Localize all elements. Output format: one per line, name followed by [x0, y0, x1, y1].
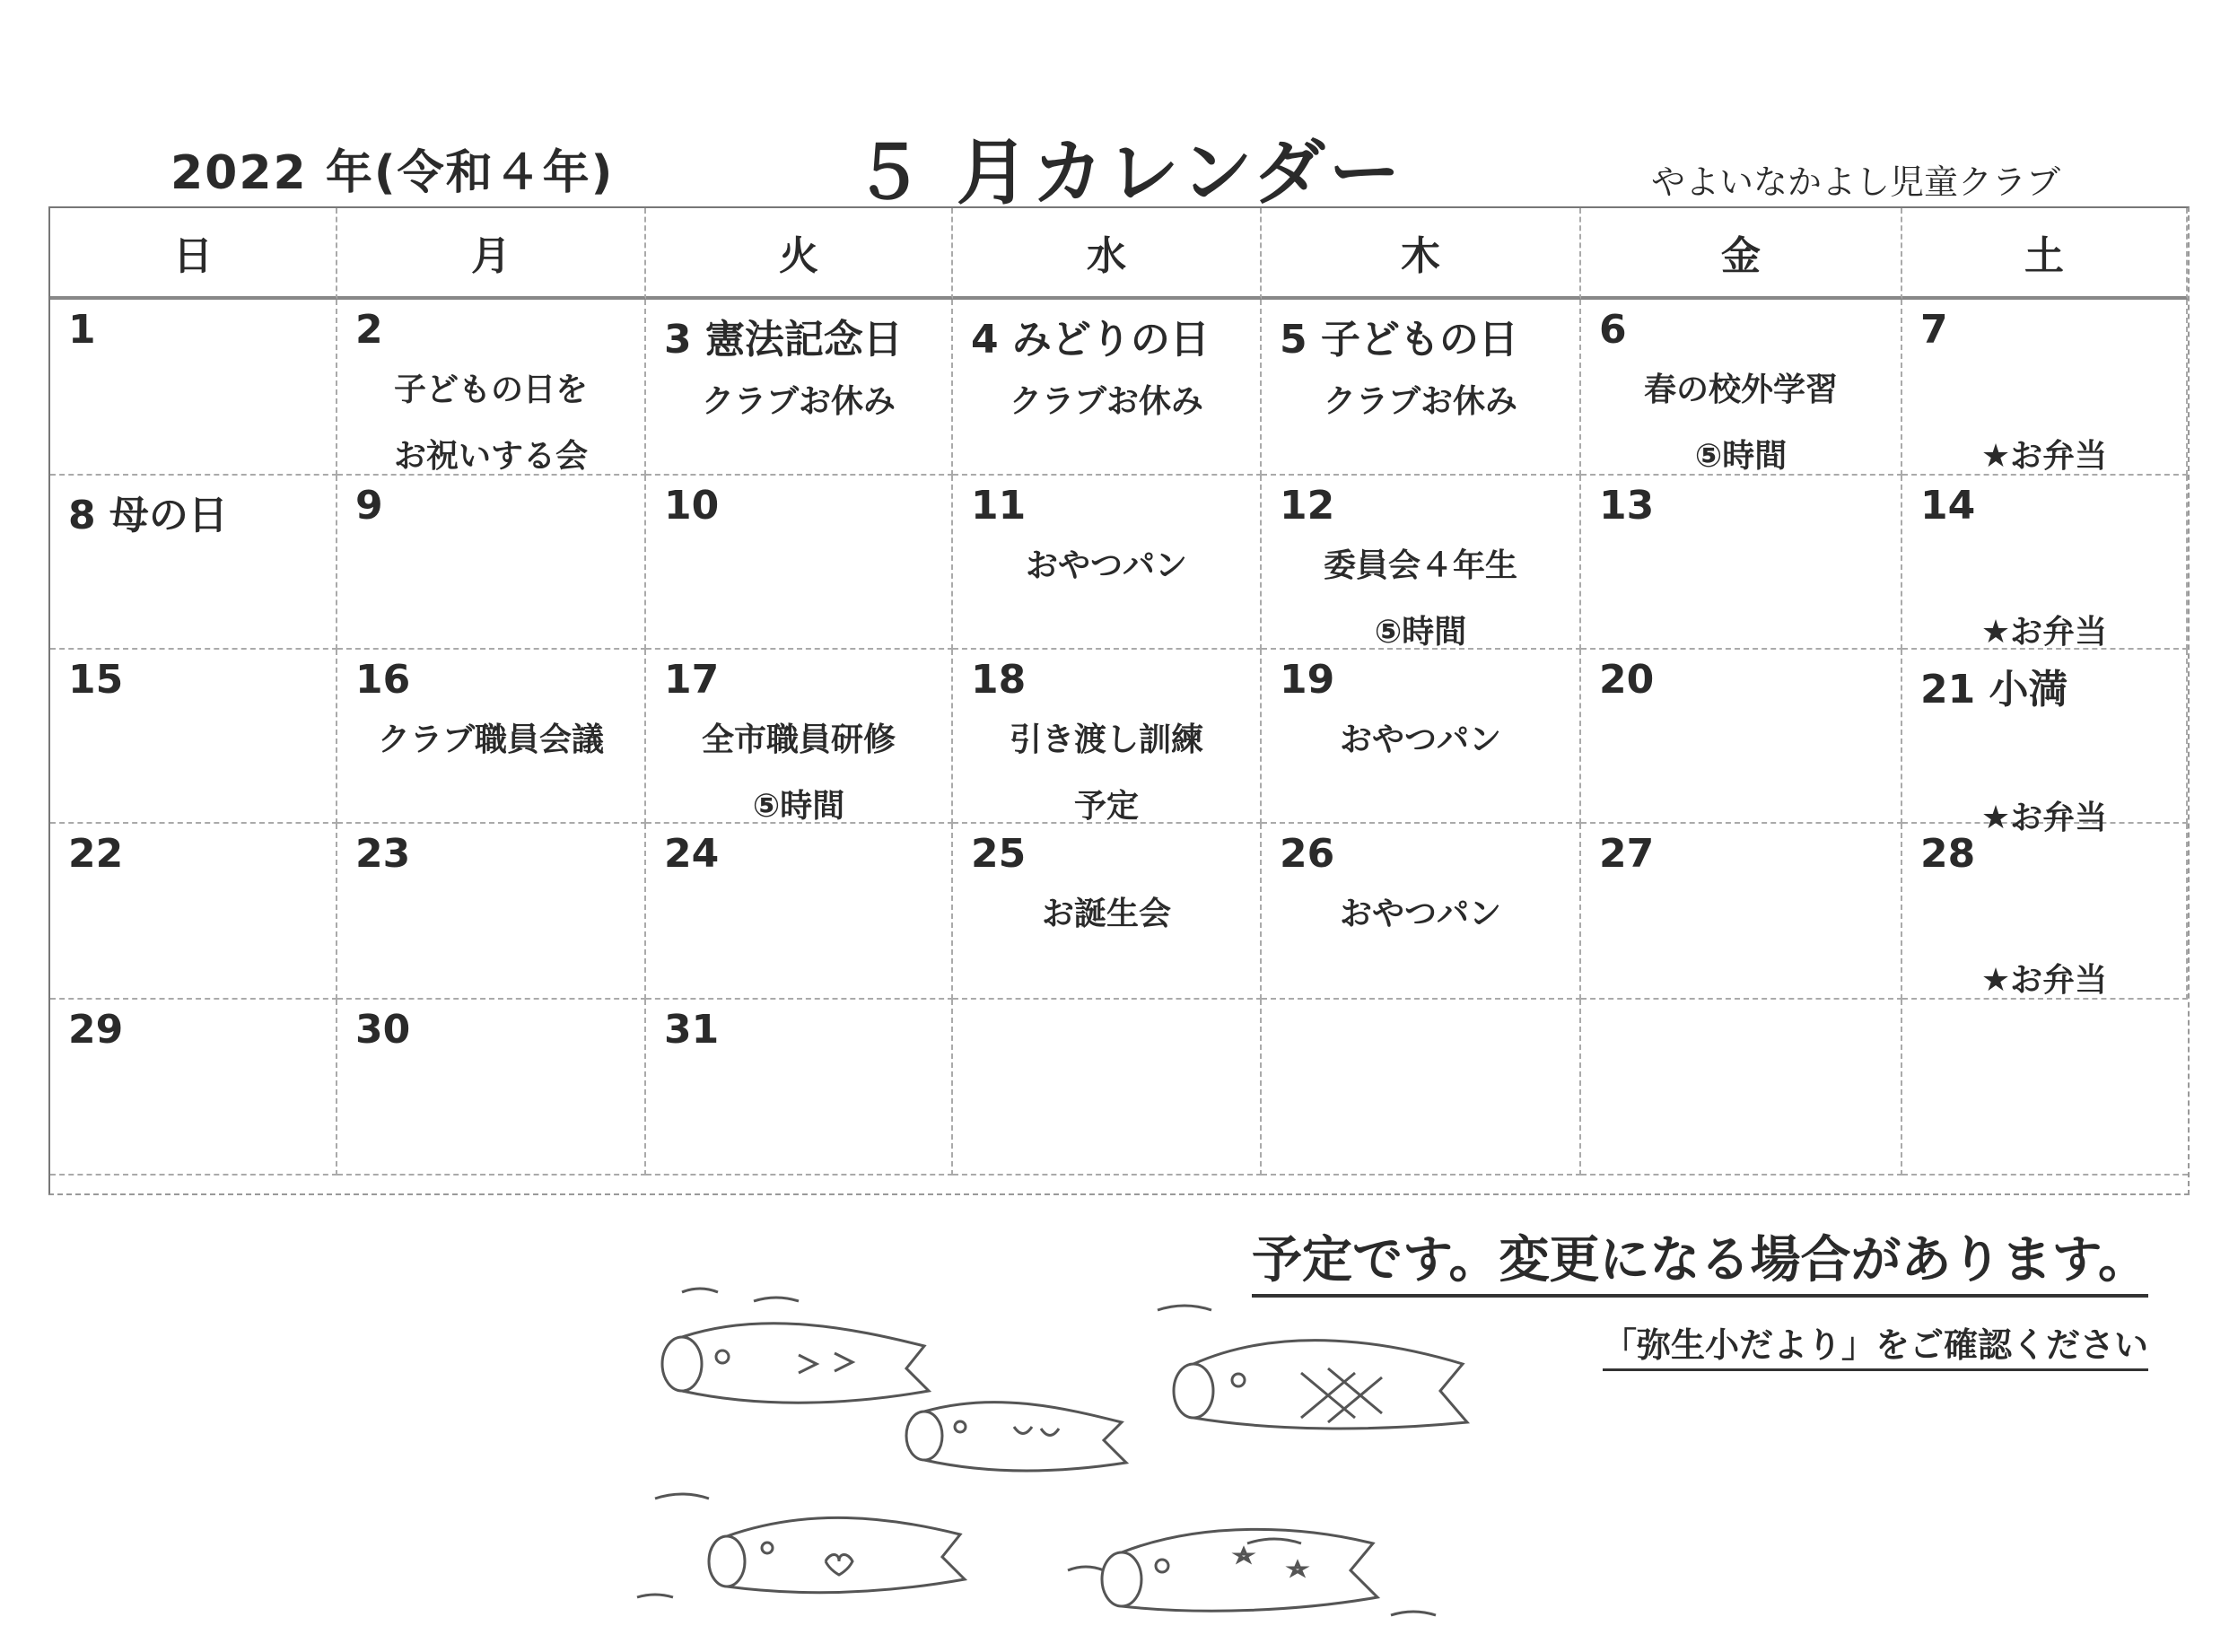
- day-number: 18: [971, 657, 1027, 703]
- day-event: おやつパン: [1339, 896, 1501, 932]
- page-title: ５ 月カレンダー: [852, 131, 1404, 214]
- day-cell: [646, 824, 953, 1000]
- day-number: 5 子どもの日: [1280, 317, 1518, 363]
- day-event: 予定: [1073, 788, 1139, 825]
- day-event: おやつパン: [1025, 547, 1187, 584]
- day-event: 委員会４年生: [1323, 547, 1517, 584]
- day-cell: [1902, 650, 2188, 836]
- day-cell: [1581, 824, 1902, 1000]
- day-number: 31: [664, 1007, 720, 1053]
- day-event: 子どもの日を: [393, 371, 588, 408]
- day-number: 20: [1599, 657, 1655, 703]
- koinobori-carp-streamers-icon: [619, 1274, 1481, 1651]
- weekday-header: 土: [1902, 208, 2188, 300]
- day-cell: [1581, 1000, 1902, 1176]
- day-cell: [646, 476, 953, 650]
- weekday-header: 月: [337, 208, 646, 300]
- day-cell: [953, 476, 1262, 650]
- day-cell: [50, 824, 337, 1000]
- day-cell: [646, 650, 953, 824]
- day-event: 引き渡し訓練: [1009, 721, 1203, 758]
- day-cell: [1902, 1000, 2188, 1176]
- weekday-header: 火: [646, 208, 953, 300]
- day-event: ★お弁当: [1980, 800, 2108, 836]
- day-cell: [337, 824, 646, 1000]
- day-event: クラブお休み: [1009, 383, 1203, 420]
- day-number: 7: [1920, 307, 1948, 353]
- club-name: やよいなかよし児童クラブ: [1651, 162, 2061, 202]
- day-event: お誕生会: [1041, 896, 1171, 932]
- day-number: 4 みどりの日: [971, 317, 1210, 363]
- day-number: 14: [1920, 483, 1976, 529]
- day-event: クラブお休み: [701, 383, 896, 420]
- day-number: 12: [1280, 483, 1335, 529]
- day-event: [2039, 538, 2050, 595]
- day-number: 6: [1599, 307, 1627, 353]
- weekday-header: 金: [1581, 208, 1902, 300]
- day-number: 25: [971, 831, 1027, 877]
- day-number: 16: [355, 657, 411, 703]
- day-number: 28: [1920, 831, 1976, 877]
- day-number: 21 小満: [1920, 667, 2068, 712]
- day-cell: [953, 650, 1262, 824]
- day-cell: [1581, 476, 1902, 650]
- day-cell: [50, 650, 337, 824]
- day-cell: [646, 300, 953, 476]
- day-number: 8 母の日: [68, 493, 228, 538]
- day-cell: [1902, 300, 2188, 476]
- day-number: 10: [664, 483, 720, 529]
- day-cell: [50, 476, 337, 650]
- day-number: 24: [664, 831, 720, 877]
- day-cell: [1581, 300, 1902, 476]
- day-cell: [953, 824, 1262, 1000]
- day-cell: [50, 1000, 337, 1176]
- day-event: ⑤時間: [1694, 438, 1788, 475]
- day-cell: [1262, 476, 1581, 650]
- day-cell: [1581, 650, 1902, 824]
- day-number: 13: [1599, 483, 1655, 529]
- day-cell: [337, 650, 646, 824]
- day-number: 22: [68, 831, 124, 877]
- day-event: クラブ職員会議: [377, 721, 604, 758]
- day-cell: [953, 1000, 1262, 1176]
- day-event: ★お弁当: [1980, 438, 2108, 475]
- day-cell: [1902, 476, 2188, 650]
- day-number: 30: [355, 1007, 411, 1053]
- weekday-header: 水: [953, 208, 1262, 300]
- day-cell: [1262, 824, 1581, 1000]
- day-event: [2039, 362, 2050, 419]
- day-number: 3 憲法記念日: [664, 317, 903, 363]
- day-cell: [1902, 824, 2188, 1000]
- day-number: 23: [355, 831, 411, 877]
- day-number: 19: [1280, 657, 1335, 703]
- day-number: 11: [971, 483, 1027, 529]
- day-number: 1: [68, 307, 96, 353]
- day-number: 27: [1599, 831, 1655, 877]
- day-number: 9: [355, 483, 383, 529]
- day-event: ★お弁当: [1980, 962, 2108, 999]
- calendar-grid: [48, 206, 2190, 1195]
- day-cell: [646, 1000, 953, 1176]
- day-event: ★お弁当: [1980, 614, 2108, 651]
- day-event: ⑤時間: [752, 788, 845, 825]
- day-number: 2: [355, 307, 383, 353]
- day-cell: [50, 300, 337, 476]
- day-event: 春の校外学習: [1643, 371, 1838, 408]
- day-event: [2039, 886, 2050, 943]
- newsletter-notice: 「弥生小だより」をご確認ください: [1603, 1317, 2148, 1371]
- day-cell: [953, 300, 1262, 476]
- day-event: お祝いする会: [393, 438, 588, 475]
- year-label: 2022 年(令和４年): [170, 146, 615, 200]
- day-event: おやつパン: [1339, 721, 1501, 758]
- day-number: 26: [1280, 831, 1335, 877]
- day-event: クラブお休み: [1323, 383, 1517, 420]
- day-cell: [1262, 1000, 1581, 1176]
- weekday-header: 日: [50, 208, 337, 300]
- day-event: ⑤時間: [1374, 614, 1467, 651]
- schedule-notice: 予定です。変更になる場合があります。: [1252, 1220, 2148, 1298]
- day-number: 15: [68, 657, 124, 703]
- day-event: 全市職員研修: [701, 721, 896, 758]
- day-cell: [337, 1000, 646, 1176]
- day-cell: [1262, 300, 1581, 476]
- day-event: [2039, 723, 2050, 781]
- day-cell: [1262, 650, 1581, 824]
- day-number: 17: [664, 657, 720, 703]
- day-number: 29: [68, 1007, 124, 1053]
- day-cell: [337, 476, 646, 650]
- weekday-header: 木: [1262, 208, 1581, 300]
- day-cell: [337, 300, 646, 476]
